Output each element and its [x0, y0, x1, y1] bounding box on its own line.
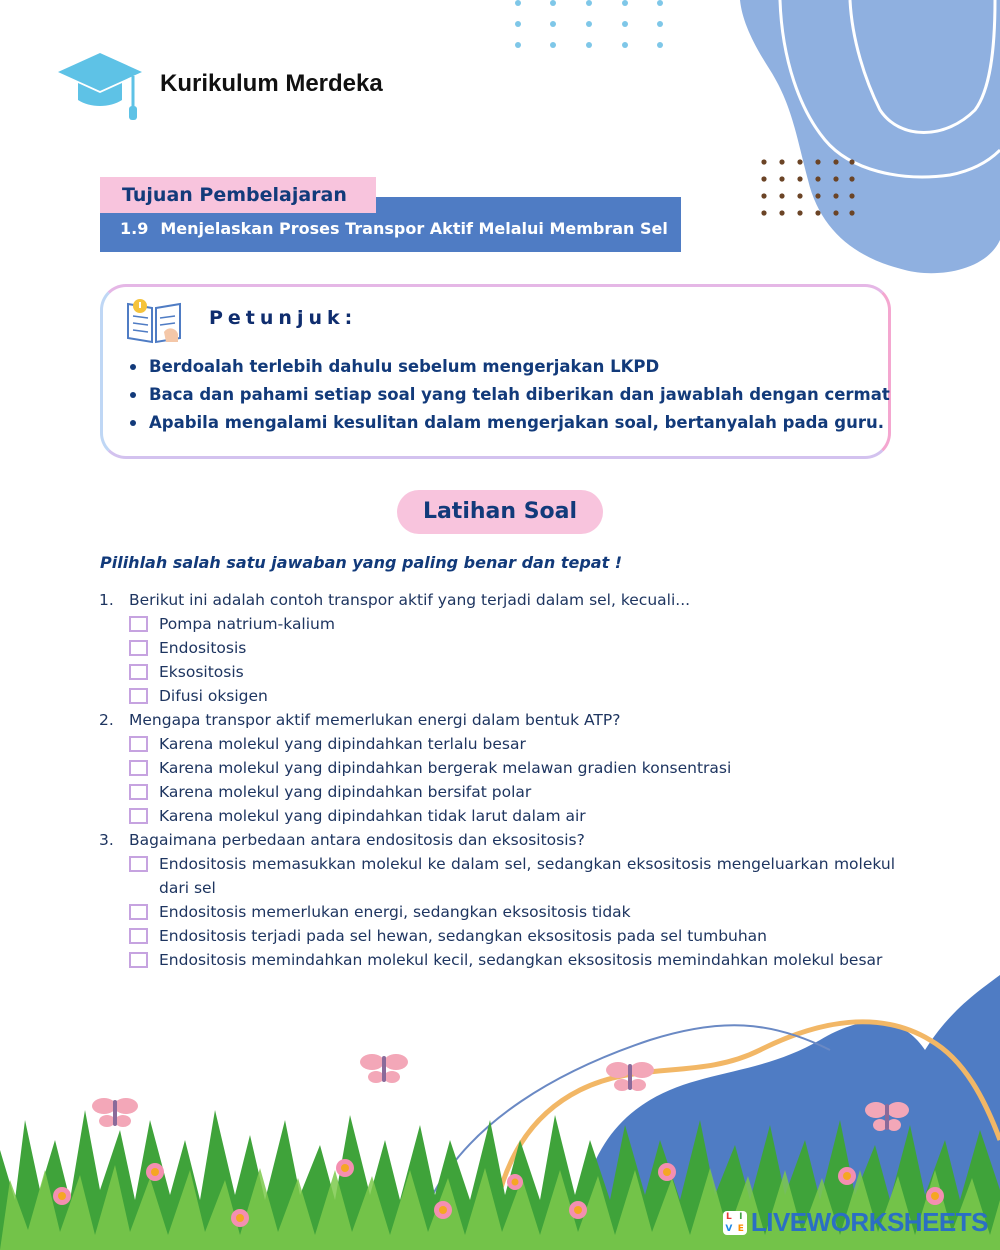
instruction-item: Baca dan pahami setiap soal yang telah diberikan dan jawablah dengan cermat	[128, 381, 890, 409]
liveworksheets-logo-icon	[723, 1211, 747, 1235]
answer-option[interactable]	[129, 684, 895, 708]
book-icon	[124, 296, 184, 346]
objective-label: Tujuan Pembelajaran	[100, 177, 376, 213]
logo-letter: E	[737, 1223, 744, 1234]
dot-grid-blue	[515, 0, 663, 48]
answer-checkbox[interactable]	[129, 736, 148, 752]
objective-number: 1.9	[120, 219, 149, 238]
answer-option[interactable]	[129, 948, 895, 972]
liveworksheets-logo-text: LIVEWORKSHEETS	[750, 1207, 988, 1237]
answer-option[interactable]	[129, 660, 895, 684]
option-label: Karena molekul yang dipindahkan tidak larut dalam air	[159, 807, 586, 825]
answer-checkbox[interactable]	[129, 808, 148, 824]
question-number: 1.	[99, 591, 114, 609]
graduation-cap-icon	[58, 53, 142, 120]
answer-checkbox[interactable]	[129, 760, 148, 776]
option-label: Difusi oksigen	[159, 687, 268, 705]
answer-option[interactable]	[129, 612, 895, 636]
answer-checkbox[interactable]	[129, 688, 148, 704]
questions-list	[99, 588, 895, 972]
option-label: Endositosis	[159, 639, 247, 657]
answer-option[interactable]	[129, 636, 895, 660]
question-number: 2.	[99, 711, 114, 729]
answer-option[interactable]	[129, 756, 895, 780]
answer-checkbox[interactable]	[129, 640, 148, 656]
option-label: Endositosis memindahkan molekul kecil, sedangkan eksositosis memindahkan molekul besar	[159, 951, 883, 969]
answer-checkbox[interactable]	[129, 952, 148, 968]
question-3	[99, 828, 895, 972]
answer-checkbox[interactable]	[129, 928, 148, 944]
question-text: Bagaimana perbedaan antara endositosis dan eksositosis?	[129, 831, 585, 849]
question-2	[99, 708, 895, 828]
liveworksheets-logo[interactable]	[723, 1207, 988, 1238]
option-label: Karena molekul yang dipindahkan terlalu besar	[159, 735, 526, 753]
option-label: Karena molekul yang dipindahkan bersifat polar	[159, 783, 532, 801]
option-label: Endositosis terjadi pada sel hewan, sedangkan eksositosis pada sel tumbuhan	[159, 927, 768, 945]
option-label: Pompa natrium-kalium	[159, 615, 335, 633]
option-label: Endositosis memasukkan molekul ke dalam sel, sedangkan eksositosis mengeluarkan molekul dari sel	[159, 855, 895, 897]
option-label: Karena molekul yang dipindahkan bergerak melawan gradien konsentrasi	[159, 759, 732, 777]
instructions-title: Petunjuk:	[209, 307, 358, 329]
answer-option[interactable]	[129, 852, 895, 900]
directive-text: Pilihlah salah satu jawaban yang paling benar dan tepat !	[100, 553, 623, 572]
logo-letter: L	[725, 1211, 732, 1222]
question-text: Mengapa transpor aktif memerlukan energi dalam bentuk ATP?	[129, 711, 621, 729]
answer-checkbox[interactable]	[129, 904, 148, 920]
question-text: Berikut ini adalah contoh transpor aktif yang terjadi dalam sel, kecuali...	[129, 591, 691, 609]
section-title: Latihan Soal	[397, 490, 603, 534]
answer-checkbox[interactable]	[129, 784, 148, 800]
answer-option[interactable]	[129, 900, 895, 924]
answer-checkbox[interactable]	[129, 616, 148, 632]
answer-option[interactable]	[129, 804, 895, 828]
answer-option[interactable]	[129, 924, 895, 948]
question-number: 3.	[99, 831, 114, 849]
option-label: Eksositosis	[159, 663, 244, 681]
logo-letter: I	[739, 1211, 743, 1222]
logo-letter: V	[725, 1223, 733, 1234]
question-1	[99, 588, 895, 708]
option-label: Endositosis memerlukan energi, sedangkan eksositosis tidak	[159, 903, 631, 921]
answer-checkbox[interactable]	[129, 856, 148, 872]
instruction-item: Berdoalah terlebih dahulu sebelum mengerjakan LKPD	[128, 353, 890, 381]
top-right-blob	[740, 0, 1000, 273]
objective-text: Menjelaskan Proses Transpor Aktif Melalui Membran Sel	[160, 219, 668, 238]
answer-option[interactable]	[129, 780, 895, 804]
instruction-item: Apabila mengalami kesulitan dalam mengerjakan soal, bertanyalah pada guru.	[128, 409, 890, 437]
answer-option[interactable]	[129, 732, 895, 756]
answer-checkbox[interactable]	[129, 664, 148, 680]
brand-title: Kurikulum Merdeka	[160, 70, 383, 97]
instructions-list	[128, 353, 890, 437]
